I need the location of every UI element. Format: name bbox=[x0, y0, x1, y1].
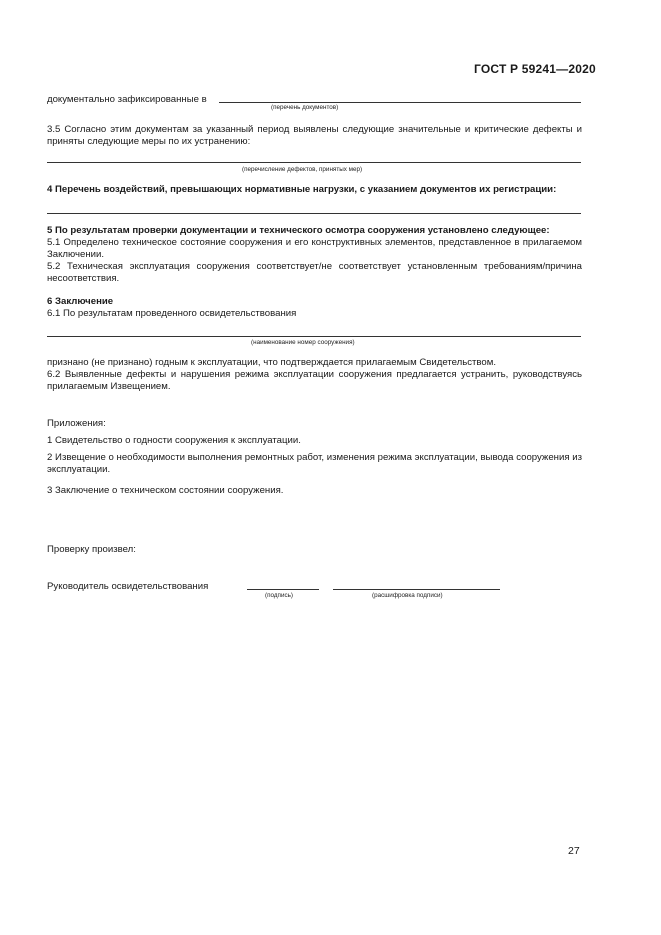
structure-name-fill-line bbox=[47, 336, 581, 337]
page-number: 27 bbox=[568, 845, 580, 857]
defects-fill-line bbox=[47, 162, 581, 163]
paragraph-5-1: 5.1 Определено техническое состояние сооружения и его конструктивных элементов, представленное в прилагаемом Заключении. bbox=[47, 237, 582, 260]
signature-decoding-fill-line bbox=[333, 589, 500, 590]
documents-caption: (перечень документов) bbox=[271, 104, 339, 111]
paragraph-5-2: 5.2 Техническая эксплуатация сооружения соответствует/не соответствует установленным требованиям/причина несоответствия. bbox=[47, 261, 582, 284]
paragraph-3-5: 3.5 Согласно этим документам за указанный период выявлены следующие значительные и критические дефекты и приняты следующие меры по их устранению: bbox=[47, 124, 582, 147]
annex-item-2: 2 Извещение о необходимости выполнения ремонтных работ, изменения режима эксплуатации, вывода сооружения из эксплуатации. bbox=[47, 452, 582, 475]
section-4-heading: 4 Перечень воздействий, превышающих нормативные нагрузки, с указанием документов их регистрации: bbox=[47, 184, 557, 195]
annex-item-3: 3 Заключение о техническом состоянии сооружения. bbox=[47, 485, 284, 496]
signature-caption: (подпись) bbox=[265, 592, 293, 599]
signature-fill-line bbox=[247, 589, 319, 590]
section-4-fill-line bbox=[47, 213, 581, 214]
signature-decoding-caption: (расшифровка подписи) bbox=[372, 592, 443, 599]
standard-code: ГОСТ Р 59241—2020 bbox=[474, 62, 596, 76]
recognized-fit-text: признано (не признано) годным к эксплуатации, что подтверждается прилагаемым Свидетельством. bbox=[47, 357, 497, 368]
documents-fill-line bbox=[219, 102, 581, 103]
section-6-heading: 6 Заключение bbox=[47, 296, 114, 307]
paragraph-6-1: 6.1 По результатам проведенного освидетельствования bbox=[47, 308, 297, 319]
structure-name-caption: (наименование номер сооружения) bbox=[251, 339, 355, 346]
head-of-inspection-label: Руководитель освидетельствования bbox=[47, 581, 209, 592]
fixed-in-documents-label: документально зафиксированные в bbox=[47, 94, 207, 105]
checked-by-label: Проверку произвел: bbox=[47, 544, 136, 555]
annexes-title: Приложения: bbox=[47, 418, 106, 429]
defects-caption: (перечисление дефектов, принятых мер) bbox=[242, 166, 363, 173]
paragraph-6-2: 6.2 Выявленные дефекты и нарушения режима эксплуатации сооружения предлагается устранить, руководствуясь прилагаемым Извещением. bbox=[47, 369, 582, 392]
section-5-heading: 5 По результатам проверки документации и технического осмотра сооружения установлено следующее: bbox=[47, 225, 550, 236]
annex-item-1: 1 Свидетельство о годности сооружения к эксплуатации. bbox=[47, 435, 301, 446]
